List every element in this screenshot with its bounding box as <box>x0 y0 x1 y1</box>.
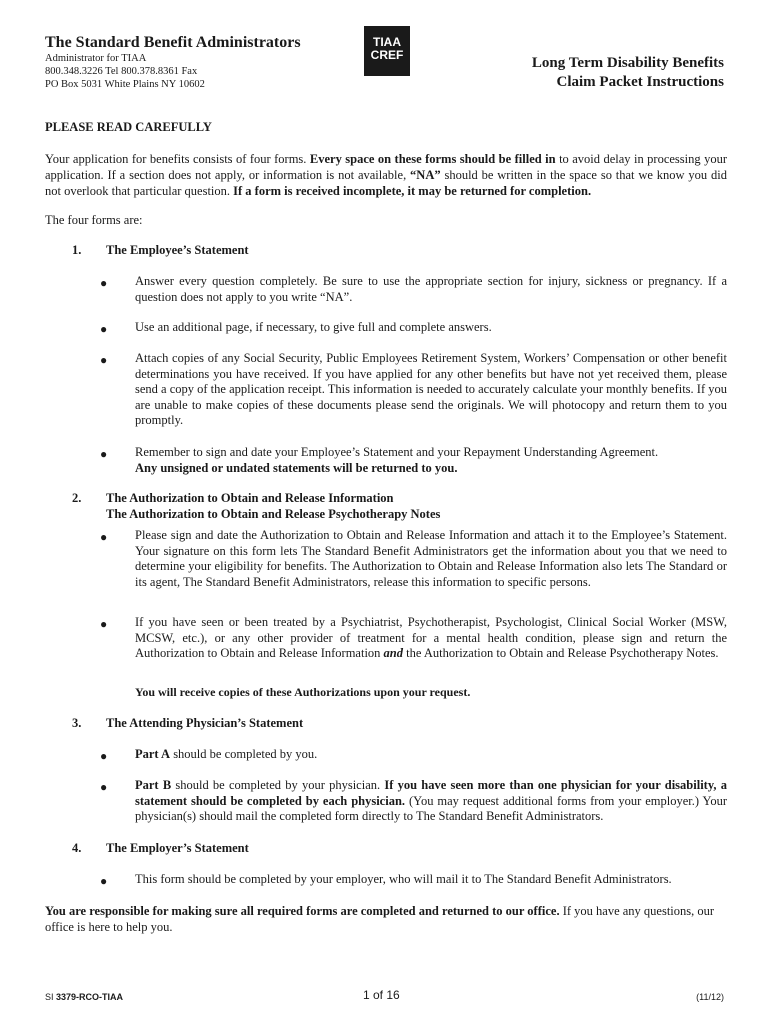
org-name: The Standard Benefit Administrators <box>45 34 301 51</box>
bullet-text: Answer every question completely. Be sure to use the appropriate section for injury, sickness or pregnancy. If a question does not apply to you write “NA”. <box>135 274 727 304</box>
bullet-warning: Any unsigned or undated statements will be returned to you. <box>135 460 458 475</box>
bullet-text <box>135 615 727 662</box>
bullet-text: Attach copies of any Social Security, Public Employees Retirement System, Workers’ Compensation or other benefit determinations you have received. If you have applied for any other benefits but have not yet received them, please send a copy of the application receipt. This information is needed to accurately calculate your monthly benefits. If you are unable to make copies of these documents please send the originals. We will photocopy and return them to you promptly. <box>135 351 727 427</box>
bullet-icon: ● <box>100 322 108 336</box>
section-number: 4. <box>72 841 82 855</box>
bullet-text-part: the Authorization to Obtain and Release Psychotherapy Notes. <box>403 646 719 660</box>
bullet-icon: ● <box>100 530 108 544</box>
revision-date: (11/12) <box>696 992 724 1002</box>
section-number: 3. <box>72 716 82 730</box>
bullet-text <box>135 747 727 763</box>
bullet-text: This form should be completed by your employer, who will mail it to The Standard Benefit Administrators. <box>135 872 672 886</box>
part-b-label: Part B <box>135 778 172 792</box>
intro-emphasis: Every space on these forms should be filled in <box>309 152 556 166</box>
section-title: The Employer’s Statement <box>106 841 249 855</box>
form-prefix: SI <box>45 992 57 1002</box>
section-number: 2. <box>72 491 82 505</box>
section-title-secondary: The Authorization to Obtain and Release Psychotherapy Notes <box>106 507 441 521</box>
part-a-label: Part A <box>135 747 171 761</box>
bullet-icon: ● <box>100 353 108 367</box>
intro-text: to avoid delay in processing your application. If a section does not apply, or information is not available, <box>45 152 728 182</box>
intro-text: Your application for benefits consists of four forms. <box>45 152 310 166</box>
bullet-icon: ● <box>100 749 108 763</box>
document-title-line1: Long Term Disability Benefits <box>531 55 724 71</box>
intro-paragraph <box>45 151 727 199</box>
bullet-text-part: should be completed by you. <box>170 747 318 761</box>
bullet-text-part: If you have seen or been treated by a Psychiatrist, Psychotherapist, Psychologist, Clinical Social Worker (MSW, MCSW, etc.), or any other provider of treatment for a mental health condition, please sign and return the Authorization to Obtain and Release Information <box>135 615 727 660</box>
closing-paragraph <box>45 903 727 935</box>
authorization-note: You will receive copies of these Authorizations upon your request. <box>135 685 471 699</box>
form-id: 3379-RCO-TIAA <box>56 992 124 1002</box>
bullet-text <box>135 445 727 476</box>
section-title: The Attending Physician’s Statement <box>106 716 304 730</box>
section-title: The Employee’s Statement <box>106 243 249 257</box>
bullet-icon: ● <box>100 617 108 631</box>
bullet-text-part: should be completed by your physician. <box>171 778 385 792</box>
logo-bottom-text: CREF <box>370 48 404 62</box>
page-indicator: 1 of 16 <box>363 988 400 1002</box>
bullet-text <box>135 778 727 825</box>
bullet-icon: ● <box>100 874 108 888</box>
form-number <box>45 992 123 1002</box>
section-title: The Authorization to Obtain and Release Information <box>106 491 394 505</box>
please-read-heading: PLEASE READ CAREFULLY <box>45 120 212 134</box>
org-address: PO Box 5031 White Plains NY 10602 <box>45 79 205 90</box>
org-phone: 800.348.3226 Tel 800.378.8361 Fax <box>45 66 198 77</box>
four-forms-intro: The four forms are: <box>45 213 143 227</box>
intro-text: should be written in the space so that we know you did not overlook that particular question. <box>45 168 727 198</box>
intro-na: “NA” <box>410 168 441 182</box>
bullet-text-part: Remember to sign and date your Employee’s Statement and your Repayment Understanding Agreement. <box>135 445 659 459</box>
closing-emphasis: You are responsible for making sure all required forms are completed and returned to our office. <box>45 904 560 918</box>
org-subtitle: Administrator for TIAA <box>45 53 147 64</box>
logo-top-text: TIAA <box>373 35 401 49</box>
bullet-text: Please sign and date the Authorization to Obtain and Release Information and attach it to the Employee’s Statement. Your signature on this form lets The Standard Benefit Administrators get the information about you that we need to determine your eligibility for benefits. The Authorization to Obtain and Release Information also lets The Standard or its agent, The Standard Benefit Administrators, release this information to specific persons. <box>135 528 727 589</box>
bullet-text: Use an additional page, if necessary, to give full and complete answers. <box>135 320 492 334</box>
bullet-icon: ● <box>100 780 108 794</box>
document-title-line2: Claim Packet Instructions <box>556 74 724 90</box>
bullet-icon: ● <box>100 447 108 461</box>
bullet-icon: ● <box>100 276 108 290</box>
bullet-emphasis: and <box>383 646 403 660</box>
tiaa-cref-logo <box>364 26 410 76</box>
closing-text: If you have any questions, our office is here to help you. <box>45 904 715 934</box>
section-number: 1. <box>72 243 82 257</box>
intro-warning: If a form is received incomplete, it may be returned for completion. <box>233 184 592 198</box>
bullet-emphasis: If you have seen more than one physician for your disability, a statement should be completed by each physician. <box>135 778 727 808</box>
bullet-text-part: (You may request additional forms from your employer.) Your physician(s) should mail the completed form directly to The Standard Benefit Administrators. <box>135 793 727 823</box>
